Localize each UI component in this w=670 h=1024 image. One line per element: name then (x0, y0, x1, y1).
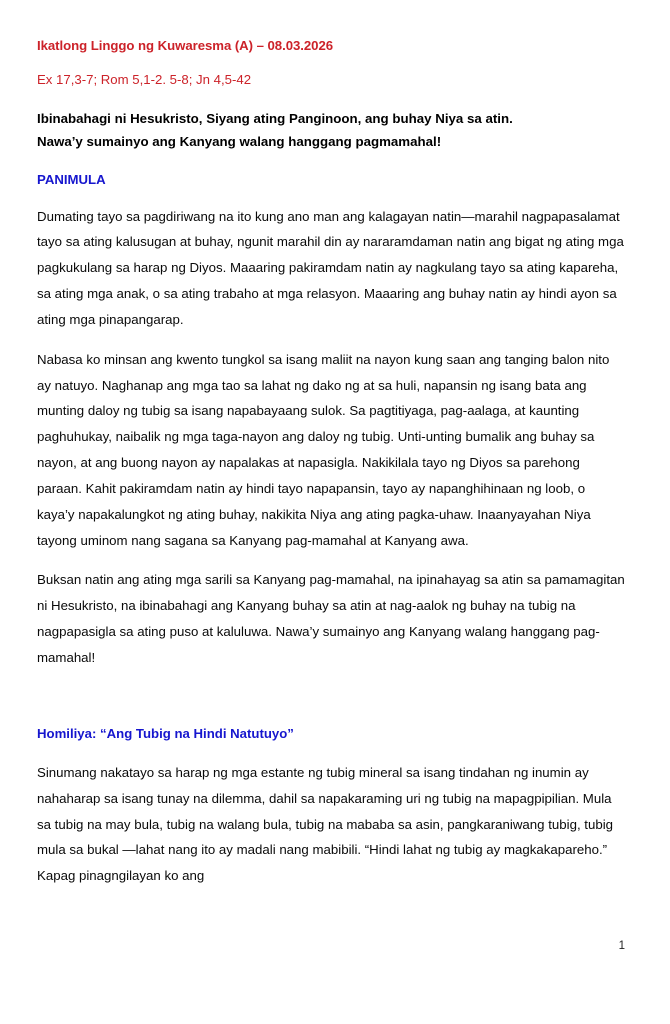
section-heading-panimula: PANIMULA (37, 171, 106, 187)
intro-line-1: Ibinabahagi ni Hesukristo, Siyang ating Panginoon, ang buhay Niya sa atin. (37, 110, 513, 126)
page-number: 1 (618, 939, 625, 952)
intro-line-2: Nawa’y sumainyo ang Kanyang walang hanggang pagmamahal! (37, 133, 442, 149)
paragraph-panimula-2: Nabasa ko minsan ang kwento tungkol sa isang maliit na nayon kung saan ang tanging balon nito ay natuyo. Naghanap ang mga tao sa lahat ng dako ng at sa huli, napansin ng isang bata ang munting daloy ng tubig sa isang napabayaang sulok. Sa pagtitiyaga, pag-aalaga, at kaunting paghuhukay, naibalik ng mga taga-nayon ang daloy ng tubig. Unti-unting bumalik ang buhay sa nayon, at ang buong nayon ay napalakas at napasigla. Nakikilala tayo ng Diyos sa parehong paraan. Kahit pakiramdam natin ay hindi tayo napapansin, tayo ay napanghihinaan ng loob, o kaya’y napakalungkot ng ating buhay, nakikita Niya ang ating pagka-uhaw. Inaanyayahan Niya tayong uminom nang sagana sa Kanyang pag-mamahal at Kanyang awa. (37, 351, 610, 548)
paragraph-panimula-1: Dumating tayo sa pagdiriwang na ito kung ano man ang kalagayan natin—marahil nagpapasalamat tayo sa ating kalusugan at buhay, ngunit marahil din ay nararamdaman natin ang bigat ng ating mga pagkukulang sa harap ng Diyos. Maaaring pakiramdam natin ay nagkulang tayo sa ating kapareha, sa ating mga anak, o sa ating trabaho at mga relasyon. Maaaring ang buhay natin ay hindi ayon sa ating mga pinapangarap. (37, 208, 624, 327)
section-spacer (37, 685, 625, 725)
paragraph-homiliya-1: Sinumang nakatayo sa harap ng mga estante ng tubig mineral sa isang tindahan ng inumin ay nahaharap sa isang tunay na dilemma, dahil sa napakaraming uri ng tubig na mapagpipilian. Mula sa tubig na may bula, tubig na walang bula, tubig na mababa sa asin, pangkaraniwang tubig, tubig mula sa bukal —lahat nang ito ay madali nang mabibili. “Hindi lahat ng tubig ay magkakapareho.” Kapag pinagngilayan ko ang (37, 764, 614, 884)
intro-block (37, 108, 625, 154)
document-title: Ikatlong Linggo ng Kuwaresma (A) – 08.03.2026 (37, 38, 334, 53)
section-heading-homiliya: Homiliya: “Ang Tubig na Hindi Natutuyo” (37, 725, 294, 741)
scripture-reference: Ex 17,3-7; Rom 5,1-2. 5-8; Jn 4,5-42 (37, 71, 252, 87)
paragraph-panimula-3: Buksan natin ang ating mga sarili sa Kanyang pag-mamahal, na ipinahayag sa atin sa pamamagitan ni Hesukristo, na ibinabahagi ang Kanyang buhay sa atin at nag-aalok ng buhay na tubig na nagpapasigla sa ating puso at kaluluwa. Nawa’y sumainyo ang Kanyang walang hanggang pag-mamahal! (37, 572, 625, 665)
